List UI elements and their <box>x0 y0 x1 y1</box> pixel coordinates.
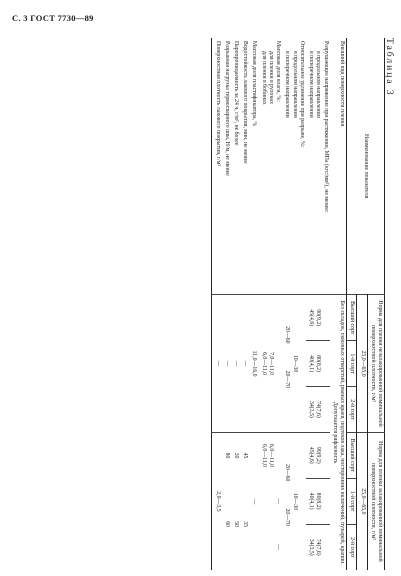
m-dash-2: — <box>275 544 282 550</box>
s-v1: 80 <box>222 432 231 478</box>
elong-name: Относительное удлинение при разрыве, %: <box>298 41 305 148</box>
t-g2-s1: 80(8,2) <box>315 492 322 510</box>
m-dash-1: — <box>275 498 282 505</box>
e-g2-rest: 20—70 <box>284 508 291 526</box>
row-tensile <box>306 38 330 570</box>
w-v2: 35 <box>242 521 249 527</box>
tensile-sub1: в продольном направлении <box>315 51 322 118</box>
t-g2-top: 90(9,2) <box>315 446 322 464</box>
p-g1: 11,0—16,0 <box>249 295 258 433</box>
tensile-name: Разрушающее напряжение при растяжении, МПа (кгс/мм²), не менее: <box>322 41 329 213</box>
row-permeability <box>231 38 240 570</box>
s-dash: — <box>222 295 231 433</box>
water-name: Водостойкость лакового покрытия, мин, не менее <box>242 41 249 164</box>
row-water-resistance <box>240 38 249 570</box>
col-name-header: Наименование показателя <box>347 38 385 295</box>
t-g1-s2b: 34(3,5) <box>308 400 315 418</box>
appearance-name: Внешний вид поверхности пленки <box>339 41 346 127</box>
perm-name: Паропроницаемость за 24 ч, г/м², не более <box>233 41 240 146</box>
row-coating <box>212 38 222 570</box>
seal-name: Разрывная нагрузка термосварного шва, Н/м, не менее <box>223 41 230 176</box>
grade-1-2: 1-й сорт <box>347 478 357 524</box>
tensile-sub2: в поперечном направлении <box>308 51 315 118</box>
norms-table <box>211 38 385 570</box>
grade-1-1: 1-й сорт <box>347 341 357 387</box>
appearance-text: Без складок, сквозных отверстий, рваных краев, подтеков лака, посторонних включений, пузырей, крапин. Допускается рифленость <box>330 295 347 570</box>
e-g1-rest: 20—70 <box>284 370 291 388</box>
plast-name: Массовая доля пластификатора, % <box>251 41 258 127</box>
m-g2-a: 6,0—11,0 <box>267 444 274 468</box>
pe-dash: — <box>231 295 240 433</box>
group1-header: Норма для пленки незалакированной номинальной поверхностной плотности, г/м² <box>367 295 384 433</box>
row-moisture <box>258 38 282 570</box>
w-v1: 45 <box>240 432 249 478</box>
s-v2: 60 <box>223 521 230 527</box>
grade-top-1: Высший сорт <box>347 295 357 341</box>
t-g2-top2: 45(4,6) <box>308 446 315 464</box>
group2-header: Норма для пленки залакированной номинальной поверхностной плотности, г/м² <box>367 432 384 570</box>
row-elongation <box>282 38 306 570</box>
grade-top-2: Высший сорт <box>347 432 357 478</box>
row-plasticizer <box>249 38 258 570</box>
page-header: С. 3 ГОСТ 7730—89 <box>12 13 94 23</box>
coat-name: Поверхностная плотность лакового покрытия, г/м² <box>214 41 221 167</box>
range1-header: 25,0—65,0 <box>357 295 367 433</box>
t-g1-s1b: 40(4,1) <box>308 355 315 372</box>
grade-2-1: 2-й сорт <box>347 386 357 432</box>
e-g2-long: 10—30 <box>291 492 298 511</box>
rotated-table <box>14 38 385 570</box>
m-g1-a: 7,0—11,0 <box>267 352 274 376</box>
w-dash: — <box>240 295 249 433</box>
t-g2-s2b: 34(3,5) <box>308 538 315 556</box>
pe-v2: 50 <box>233 521 240 527</box>
m-g1-b: 6,0—11,0 <box>260 352 267 376</box>
moist-name: Массовая доля влаги, %: <box>275 41 282 102</box>
e-g2-top: 20—60 <box>284 464 291 482</box>
elong-sub2: в поперечном направлении <box>284 51 291 118</box>
pe-v1: 30 <box>231 432 240 478</box>
table-title: Таблица 3 <box>384 38 394 97</box>
t-g1-top2: 45(4,6) <box>308 309 315 327</box>
range2-header: 25,0—65,0 <box>357 432 367 570</box>
elong-sub1: в продольном направлении <box>291 51 298 118</box>
c-dash: — <box>212 295 222 433</box>
e-g1-top: 20—60 <box>284 326 291 344</box>
grade-2-2: 2-й сорт <box>347 524 357 570</box>
m-g2-b: 6,0—11,0 <box>260 444 267 468</box>
p-dash: — <box>249 432 258 570</box>
t-g1-top: 90(9,2) <box>315 309 322 327</box>
t-g1-s2: 74(7,6) <box>315 400 322 418</box>
moist-sub1: для пленки в рулонах <box>267 51 274 105</box>
e-g1-long: 10—30 <box>291 354 298 373</box>
t-g2-s2: 74(7,6) <box>315 538 322 556</box>
row-seal <box>222 38 231 570</box>
t-g2-s1b: 40(4,1) <box>308 492 315 510</box>
c-v: 2,0—3,5 <box>212 432 222 570</box>
row-appearance <box>330 38 347 570</box>
moist-sub2: для пленки в бобинах <box>260 51 267 105</box>
t-g1-s1: 80(8,2) <box>315 355 322 372</box>
